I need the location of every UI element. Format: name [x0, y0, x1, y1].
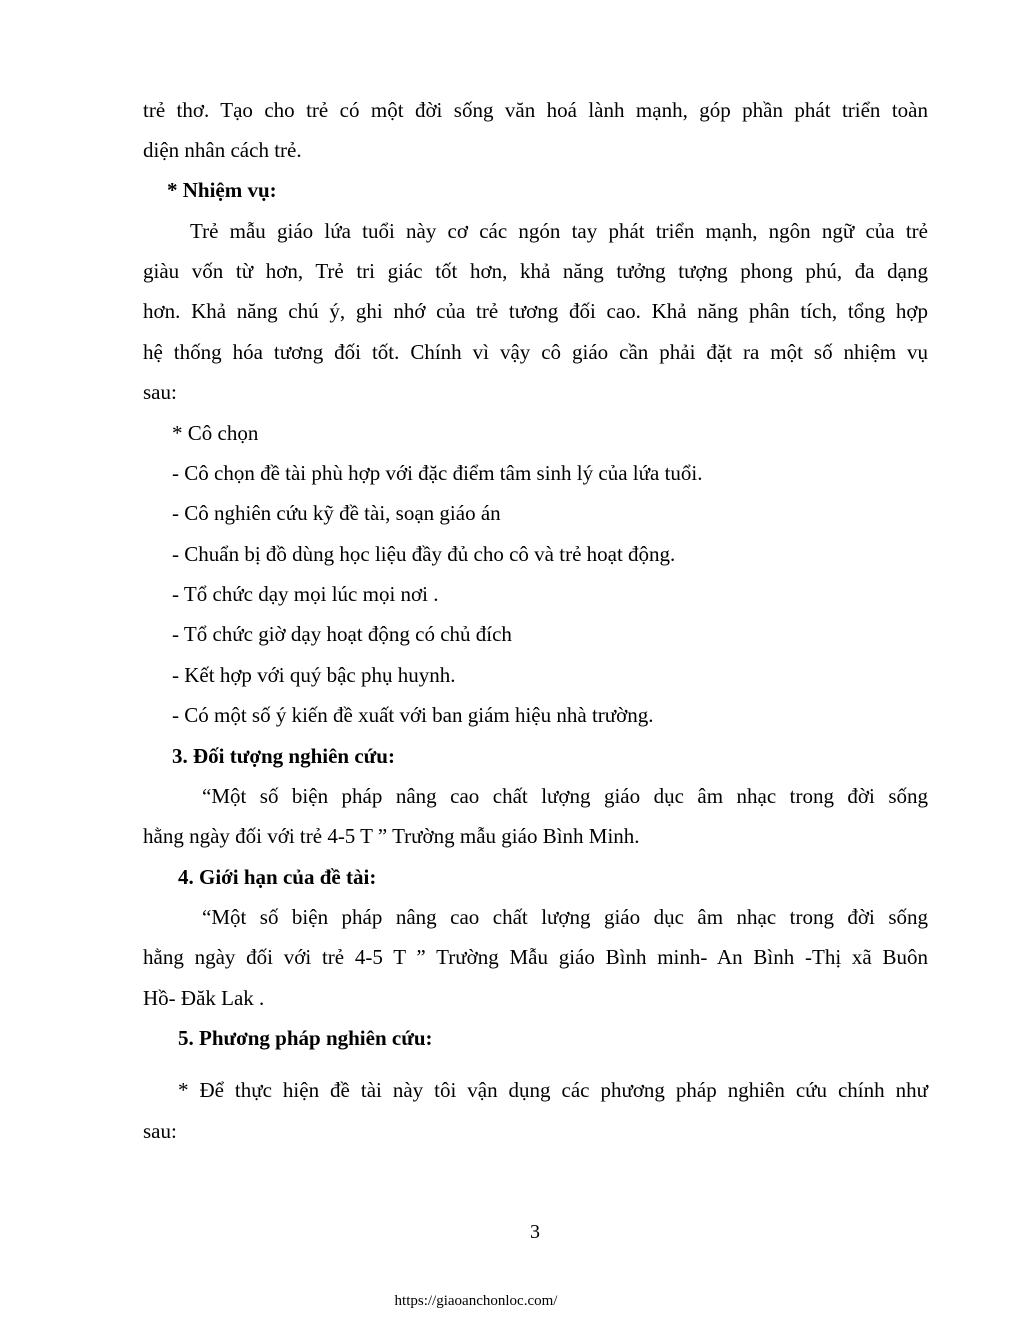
duty-item-1: - Cô chọn đề tài phù hợp với đặc điểm tâm sinh lý của lứa tuổi. — [172, 461, 703, 485]
duties-para-line-4: hệ thống hóa tương đối tốt. Chính vì vậy cô giáo cần phải đặt ra một số nhiệm vụ — [143, 340, 928, 364]
duty-item-7: - Có một số ý kiến đề xuất với ban giám hiệu nhà trường. — [172, 703, 654, 727]
page-number: 3 — [530, 1221, 540, 1243]
section-4-line-3: Hồ- Đăk Lak . — [143, 986, 265, 1010]
section-5-line-1: * Để thực hiện đề tài này tôi vận dụng các phương pháp nghiên cứu chính như — [178, 1078, 928, 1102]
duty-item-4: - Tổ chức dạy mọi lúc mọi nơi . — [172, 582, 439, 606]
duties-para-line-3: hơn. Khả năng chú ý, ghi nhớ của trẻ tương đối cao. Khả năng phân tích, tổng hợp — [143, 299, 928, 323]
duty-item-5: - Tổ chức giờ dạy hoạt động có chủ đích — [172, 622, 512, 646]
section-5-heading: 5. Phương pháp nghiên cứu: — [178, 1026, 433, 1050]
section-3-line-1: “Một số biện pháp nâng cao chất lượng giáo dục âm nhạc trong đời sống — [202, 784, 928, 808]
duties-para-line-2: giàu vốn từ hơn, Trẻ tri giác tốt hơn, khả năng tưởng tượng phong phú, đa dạng — [143, 259, 928, 283]
footer-url[interactable]: https://giaoanchonloc.com/ — [394, 1293, 558, 1309]
duties-para-line-1: Trẻ mẫu giáo lứa tuổi này cơ các ngón tay phát triển mạnh, ngôn ngữ của trẻ — [190, 219, 928, 243]
duty-item-6: - Kết hợp với quý bậc phụ huynh. — [172, 663, 456, 687]
duties-sub-heading: * Cô chọn — [172, 421, 259, 445]
intro-line-2: diện nhân cách trẻ. — [143, 138, 302, 162]
section-3-line-2: hằng ngày đối với trẻ 4-5 T ” Trường mẫu giáo Bình Minh. — [143, 824, 640, 848]
duty-item-3: - Chuẩn bị đồ dùng học liệu đầy đủ cho cô và trẻ hoạt động. — [172, 542, 676, 566]
section-5-line-2: sau: — [143, 1119, 177, 1143]
section-4-line-2: hằng ngày đối với trẻ 4-5 T ” Trường Mẫu giáo Bình minh- An Bình -Thị xã Buôn — [143, 945, 928, 969]
duties-heading: * Nhiệm vụ: — [167, 178, 277, 202]
section-4-line-1: “Một số biện pháp nâng cao chất lượng giáo dục âm nhạc trong đời sống — [202, 905, 928, 929]
section-4-heading: 4. Giới hạn của đề tài: — [178, 865, 377, 889]
intro-line-1: trẻ thơ. Tạo cho trẻ có một đời sống văn hoá lành mạnh, góp phần phát triển toàn — [143, 98, 928, 122]
duties-para-line-5: sau: — [143, 380, 177, 404]
section-3-heading: 3. Đối tượng nghiên cứu: — [172, 744, 395, 768]
duty-item-2: - Cô nghiên cứu kỹ đề tài, soạn giáo án — [172, 501, 501, 525]
